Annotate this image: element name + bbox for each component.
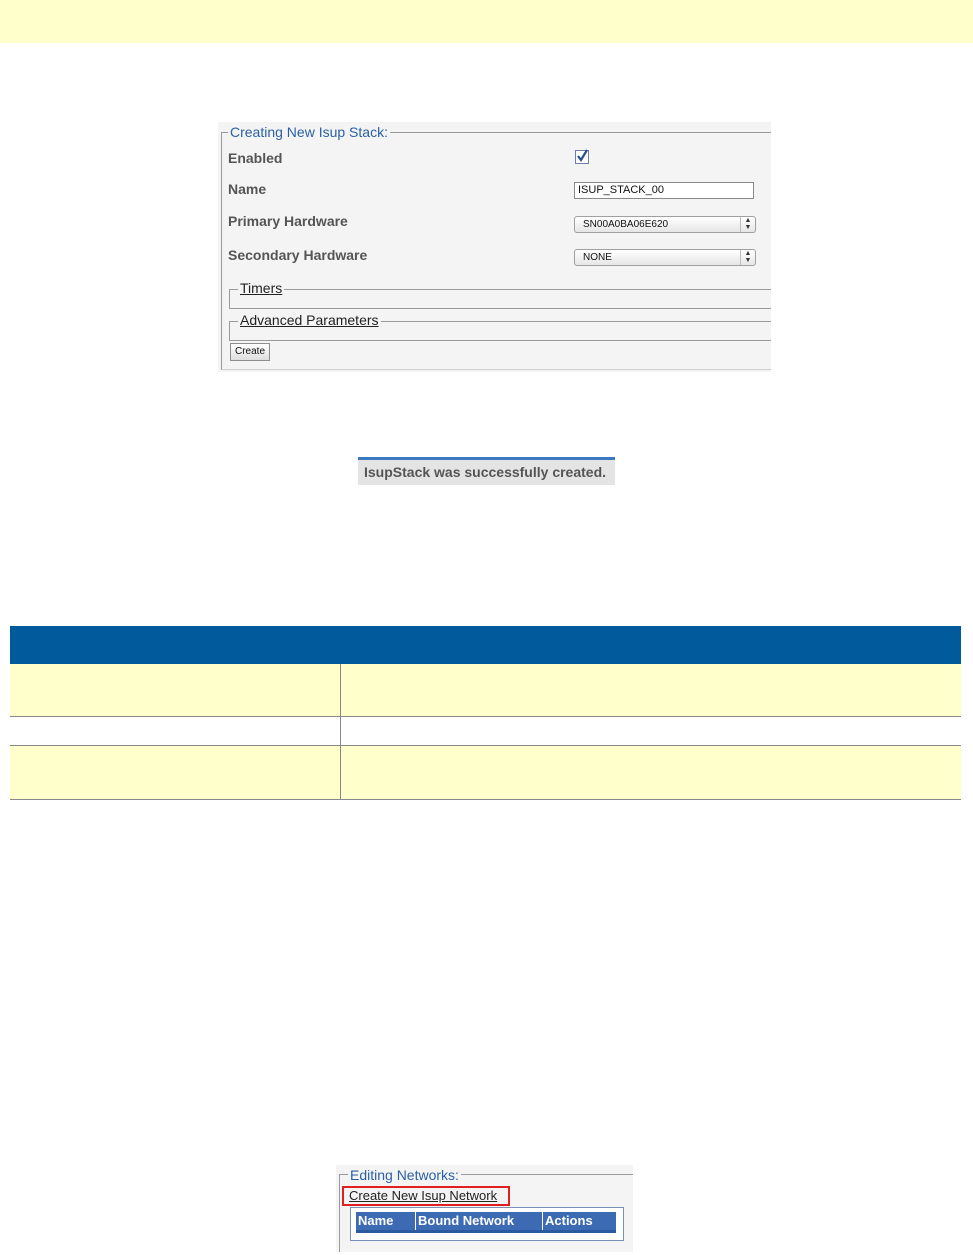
networks-fieldset-legend: Editing Networks: (350, 1167, 459, 1183)
enabled-label: Enabled (228, 150, 283, 166)
top-band (0, 0, 973, 43)
stack-fieldset-legend: Creating New Isup Stack: (230, 124, 388, 140)
column-header-name: Name (356, 1212, 416, 1230)
table-row (10, 664, 961, 717)
select-arrows-icon: ▲ ▼ (740, 250, 755, 265)
table-cell (341, 664, 962, 717)
advanced-parameters-legend[interactable]: Advanced Parameters (240, 312, 379, 328)
enabled-checkbox[interactable] (575, 150, 589, 164)
networks-table (350, 1207, 624, 1241)
table-cell (10, 717, 341, 746)
table-cell (10, 664, 341, 717)
timers-fieldset[interactable] (229, 280, 771, 309)
timers-legend[interactable]: Timers (240, 280, 283, 296)
advanced-parameters-fieldset[interactable] (229, 312, 771, 341)
table-row (10, 746, 961, 800)
primary-hardware-select[interactable] (574, 216, 756, 233)
name-label: Name (228, 181, 267, 197)
table-cell (341, 746, 962, 800)
editing-networks-panel (336, 1165, 633, 1252)
checkmark-icon (575, 147, 591, 165)
success-message: IsupStack was successfully created. (358, 457, 615, 485)
create-button[interactable]: Create (230, 343, 270, 361)
primary-hardware-label: Primary Hardware (228, 213, 348, 229)
table-header-cell (10, 626, 341, 664)
table-header-row (10, 626, 961, 664)
secondary-hardware-select[interactable] (574, 249, 756, 266)
create-new-isup-network-link[interactable]: Create New Isup Network (342, 1186, 510, 1206)
secondary-hardware-value: NONE (583, 252, 612, 263)
table-cell (341, 717, 962, 746)
create-isup-stack-panel (218, 122, 771, 372)
table-header-cell (341, 626, 962, 664)
column-header-actions: Actions (545, 1213, 593, 1228)
table-cell (10, 746, 341, 800)
primary-hardware-value: SN00A0BA06E620 (583, 219, 669, 230)
select-arrows-icon: ▲ ▼ (740, 217, 755, 232)
table-row (10, 717, 961, 746)
name-input[interactable]: ISUP_STACK_00 (574, 182, 754, 199)
column-header-bound-network: Bound Network (416, 1212, 543, 1230)
parameter-table (10, 626, 961, 800)
secondary-hardware-label: Secondary Hardware (228, 247, 368, 263)
networks-table-header (356, 1212, 616, 1233)
